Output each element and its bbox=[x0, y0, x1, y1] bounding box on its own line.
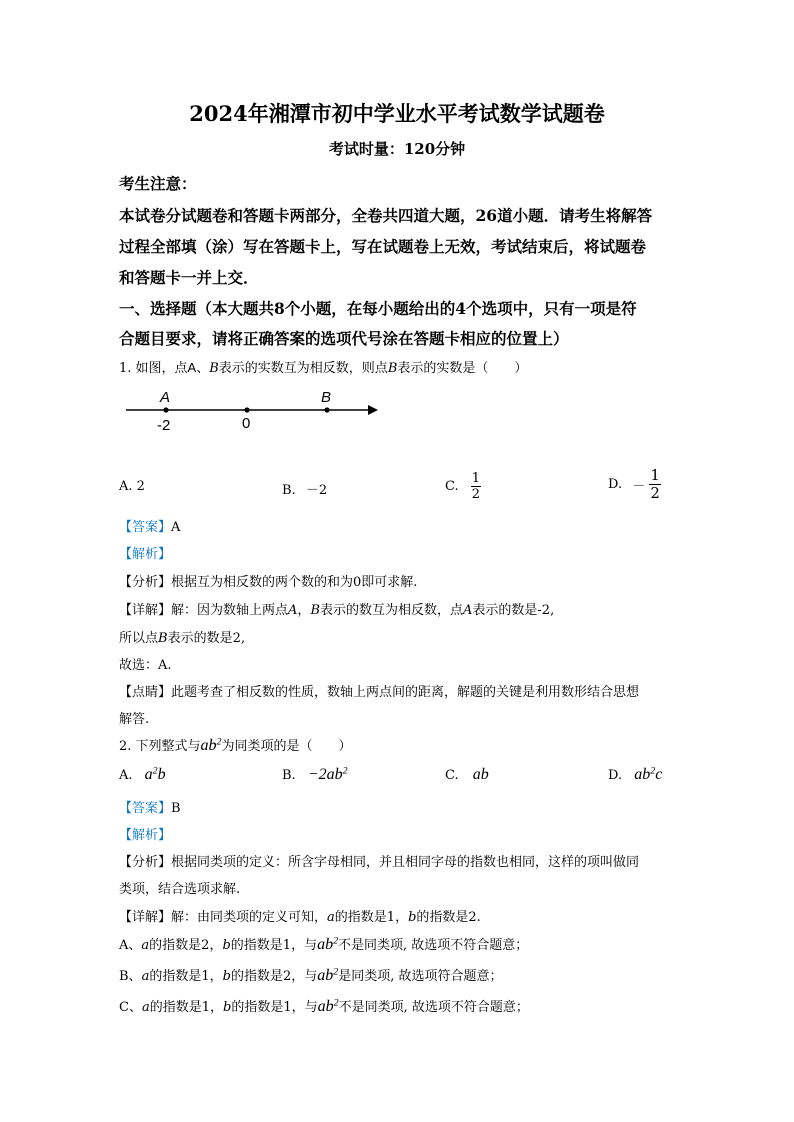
case-text: 是同类项, 故选项符合题意； bbox=[338, 969, 503, 984]
math-neg2ab2: $-2ab^2$ bbox=[307, 765, 348, 783]
xiangjie-text: ， bbox=[297, 603, 311, 618]
q1-option-b bbox=[282, 479, 327, 498]
q2-case-a bbox=[119, 934, 528, 954]
dianjing-tag: 【点睛】 bbox=[119, 685, 172, 700]
fenxi-tag: 【分析】 bbox=[119, 855, 172, 870]
point-b-dot bbox=[324, 407, 329, 412]
exam-duration: 考试时量：120分钟 bbox=[328, 140, 466, 158]
q2-fenxi-2: 类项，结合选项求解. bbox=[119, 882, 241, 897]
math-a2b: $a^2b$ bbox=[144, 765, 166, 783]
point-a-dot bbox=[163, 407, 168, 412]
case-text: 1，与 bbox=[283, 1000, 318, 1015]
case-text: 2， bbox=[201, 938, 223, 953]
var-a: A bbox=[463, 603, 473, 618]
q1-stem-text: 1. 如图，点 bbox=[119, 361, 188, 376]
xiangjie-text: 表示的数互为相反数，点 bbox=[320, 603, 464, 618]
option-label: B. bbox=[282, 483, 296, 498]
math-ab2: $ab^2$ bbox=[200, 736, 222, 754]
var-b: b bbox=[223, 1000, 232, 1015]
var-a: a bbox=[141, 938, 150, 953]
fraction bbox=[471, 472, 481, 501]
math-ab2: $ab^2$ bbox=[317, 966, 339, 984]
q2-option-a bbox=[119, 766, 166, 784]
answer-value: B bbox=[171, 801, 181, 816]
xiangjie-text: 的指数是2. bbox=[416, 910, 481, 925]
tick-label-a: -2 bbox=[157, 417, 171, 434]
case-text: 不是同类项, 故选项不符合题意； bbox=[338, 938, 529, 953]
q2-fenxi bbox=[119, 851, 639, 870]
var-a: a bbox=[141, 1000, 150, 1015]
var-b: b bbox=[408, 910, 417, 925]
case-text: 的指数是 bbox=[149, 938, 202, 953]
q2-case-b bbox=[119, 965, 502, 985]
fenxi-text: 根据同类项的定义：所含字母相同，并且相同字母的指数也相同，这样的项叫做同 bbox=[171, 855, 640, 870]
q1-var-b: B bbox=[209, 361, 219, 376]
var-b: B bbox=[310, 603, 320, 618]
var-a: A bbox=[288, 603, 298, 618]
answer-tag: 【答案】 bbox=[119, 520, 172, 535]
option-sign: － bbox=[632, 479, 646, 494]
page-title: 2024年湘潭市初中学业水平考试数学试题卷 bbox=[189, 101, 605, 126]
origin-dot bbox=[244, 407, 249, 412]
case-text: 不是同类项, 故选项不符合题意； bbox=[338, 1000, 529, 1015]
fraction-numerator: 1 bbox=[650, 466, 660, 484]
q1-option-c bbox=[445, 472, 481, 501]
fenxi-tag: 【分析】 bbox=[119, 575, 172, 590]
case-label: C、 bbox=[119, 1000, 142, 1015]
q2-option-c bbox=[445, 766, 489, 784]
q1-var-a: A bbox=[187, 360, 197, 375]
q2-xiangjie bbox=[119, 906, 481, 925]
q1-answer bbox=[119, 516, 180, 535]
point-a-label: A bbox=[160, 389, 171, 406]
notice-line: 本试卷分试题卷和答题卡两部分，全卷共四道大题，26道小题．请考生将解答 bbox=[119, 206, 653, 225]
xiangjie-text: 的指数是1， bbox=[334, 910, 409, 925]
point-b-label: B bbox=[321, 389, 332, 406]
q2-analysis-tag: 【解析】 bbox=[119, 828, 172, 843]
var-a: a bbox=[141, 969, 150, 984]
q1-stem-text: 表示的实数是（ ） bbox=[397, 361, 528, 376]
section-heading: 一、选择题（本大题共8个小题，在每小题给出的4个选项中，只有一项是符 bbox=[119, 299, 637, 318]
xiangjie-text: 解：由同类项的定义可知， bbox=[171, 910, 328, 925]
q1-option-a: A. 2 bbox=[119, 479, 145, 494]
q1-fenxi bbox=[119, 571, 417, 590]
notice-line: 过程全部填（涂）写在答题卡上，写在试题卷上无效，考试结束后，将试题卷 bbox=[119, 237, 647, 256]
case-text: 1， bbox=[201, 969, 223, 984]
q2-stem-text: 2. 下列整式与 bbox=[119, 739, 201, 754]
q1-var-b: B bbox=[387, 361, 398, 376]
case-label: B、 bbox=[119, 969, 142, 984]
case-label: A、 bbox=[119, 938, 142, 953]
var-b: b bbox=[222, 969, 231, 984]
var-b: b bbox=[222, 938, 231, 953]
q1-analysis-tag: 【解析】 bbox=[119, 547, 172, 562]
q1-dianjing bbox=[119, 681, 639, 700]
number-line-figure bbox=[120, 385, 390, 435]
math-ab: ab bbox=[472, 766, 489, 783]
q1-stem-text: 、 bbox=[196, 361, 210, 376]
q2-case-c bbox=[119, 996, 529, 1016]
option-label: C. bbox=[445, 479, 459, 494]
answer-value: A bbox=[171, 520, 181, 535]
tick-label-origin: 0 bbox=[242, 415, 251, 432]
dianjing-text: 此题考查了相反数的性质，数轴上两点间的距离，解题的关键是利用数形结合思想 bbox=[171, 685, 640, 700]
notice-heading: 考生注意： bbox=[119, 174, 197, 193]
case-text: 的指数是 bbox=[231, 1000, 284, 1015]
answer-tag: 【答案】 bbox=[119, 801, 172, 816]
q1-xiangjie-2 bbox=[119, 627, 245, 646]
notice-line: 和答题卡一并上交． bbox=[119, 268, 259, 287]
q2-option-b bbox=[282, 766, 348, 784]
math-ab2: $ab^2$ bbox=[317, 997, 339, 1015]
q2-option-d bbox=[608, 766, 662, 784]
xiangjie-text: 所以点 bbox=[119, 631, 159, 646]
q1-stem-text: 表示的实数互为相反数，则点 bbox=[218, 361, 388, 376]
q1-xiangjie bbox=[119, 599, 554, 618]
case-text: 的指数是 bbox=[149, 1000, 202, 1015]
math-ab2c: $ab^2c$ bbox=[634, 765, 663, 783]
math-ab2: $ab^2$ bbox=[317, 935, 339, 953]
q2-stem bbox=[119, 735, 352, 755]
q2-stem-text: 为同类项的是（ ） bbox=[221, 739, 352, 754]
q1-option-d bbox=[608, 468, 661, 501]
case-text: 2，与 bbox=[282, 969, 318, 984]
fraction-denominator: 2 bbox=[471, 487, 481, 502]
option-label: C. bbox=[445, 768, 459, 783]
xiangjie-tag: 【详解】 bbox=[119, 603, 172, 618]
xiangjie-text: 表示的数是-2, bbox=[472, 603, 555, 618]
q1-dianjing-2: 解答. bbox=[119, 712, 150, 727]
section-heading: 合题目要求，请将正确答案的选项代号涂在答题卡相应的位置上） bbox=[119, 329, 569, 348]
case-text: 1，与 bbox=[282, 938, 318, 953]
var-a: a bbox=[327, 910, 335, 925]
fraction-denominator: 2 bbox=[650, 484, 660, 502]
case-text: 的指数是 bbox=[230, 938, 283, 953]
case-text: 的指数是 bbox=[230, 969, 283, 984]
option-value: －2 bbox=[305, 483, 328, 498]
fenxi-text: 根据互为相反数的两个数的和为0即可求解. bbox=[171, 575, 418, 590]
case-text: 1， bbox=[201, 1000, 224, 1015]
q1-choice: 故选：A. bbox=[119, 658, 172, 673]
option-label: D. bbox=[608, 477, 623, 492]
fraction-numerator: 1 bbox=[471, 471, 481, 486]
q1-stem bbox=[119, 357, 527, 376]
fraction bbox=[649, 468, 661, 501]
case-text: 的指数是 bbox=[149, 969, 202, 984]
xiangjie-tag: 【详解】 bbox=[119, 910, 172, 925]
q2-answer bbox=[119, 797, 181, 816]
option-label: A. bbox=[119, 768, 133, 783]
option-label: B. bbox=[282, 768, 296, 783]
xiangjie-text: 表示的数是2, bbox=[167, 631, 245, 646]
var-b: B bbox=[158, 631, 168, 646]
arrow-head-icon bbox=[368, 405, 378, 415]
option-label: D. bbox=[608, 768, 623, 783]
xiangjie-text: 解：因为数轴上两点 bbox=[171, 603, 289, 618]
